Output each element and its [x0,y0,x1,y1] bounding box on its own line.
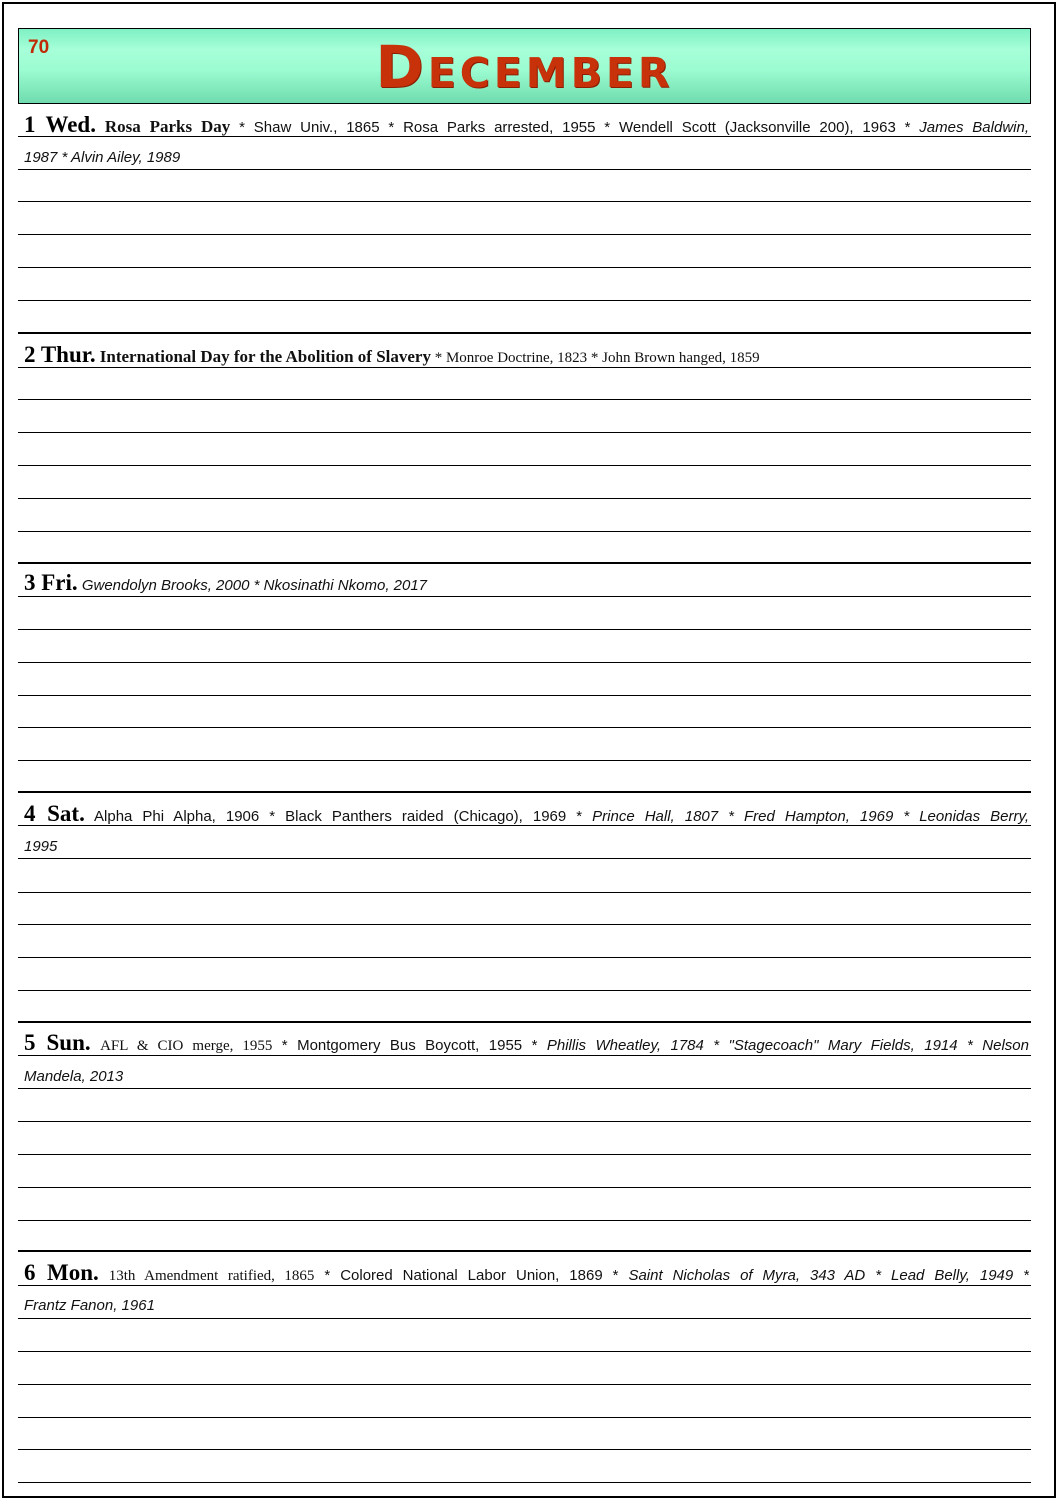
page-number: 70 [28,37,50,58]
entry-line-1 [24,1260,1029,1286]
writing-line [18,957,1031,958]
entry-line-2: 1987 * Alvin Ailey, 1989 [24,149,181,166]
writing-line [18,1285,1031,1286]
writing-line [18,1482,1031,1483]
writing-line [18,825,1031,826]
entry-line-1 [24,1030,1029,1056]
events-serif: AFL & CIO merge, 1955 [100,1038,273,1054]
entry-line-2: 1995 [24,838,58,855]
writing-line [18,662,1031,663]
writing-line [18,169,1031,170]
observance: International Day for the Abolition of Slavery [99,347,431,366]
events: * Shaw Univ., 1865 * Rosa Parks arrested, 1955 * Wendell Scott (Jacksonville 200), 1963 * [230,119,920,136]
month-header [18,28,1031,104]
writing-line [18,1055,1031,1056]
writing-line [18,201,1031,202]
entry-line-1 [24,112,1029,138]
day-label: 6 Mon. [24,1260,99,1285]
writing-line [18,858,1031,859]
writing-line [18,432,1031,433]
day-label: 5 Sun. [24,1030,91,1055]
day-entry-1 [18,104,1031,334]
day-label: 2 Thur. [24,342,96,367]
writing-line [18,399,1031,400]
writing-line [18,892,1031,893]
entry-line-2: Mandela, 2013 [24,1068,124,1085]
writing-line [18,267,1031,268]
events-italic: Saint Nicholas of Myra, 343 AD * Lead Belly, 1949 * [628,1267,1029,1284]
events-italic: Prince Hall, 1807 * Fred Hampton, 1969 * Leonidas Berry, [592,808,1029,825]
writing-line [18,695,1031,696]
writing-line [18,990,1031,991]
day-entry-2 [18,332,1031,564]
writing-line [18,629,1031,630]
writing-line [18,760,1031,761]
entry-line-1 [24,570,1029,596]
entry-line-1 [24,342,1029,368]
day-entry-4 [18,791,1031,1023]
writing-line [18,1384,1031,1385]
writing-line [18,1351,1031,1352]
entry-line-2: Frantz Fanon, 1961 [24,1297,155,1314]
events-italic: James Baldwin, [919,119,1029,136]
day-label: 1 Wed. [24,112,96,137]
writing-line [18,727,1031,728]
writing-line [18,367,1031,368]
events-serif: 13th Amendment ratified, 1865 [108,1268,315,1284]
events: Alpha Phi Alpha, 1906 * Black Panthers raided (Chicago), 1969 * [94,808,593,825]
writing-line [18,1449,1031,1450]
writing-line [18,234,1031,235]
day-label: 4 Sat. [24,801,85,826]
events-italic: Gwendolyn Brooks, 2000 * Nkosinathi Nkomo, 2017 [81,577,428,594]
writing-line [18,1318,1031,1319]
events: * Monroe Doctrine, 1823 * John Brown hanged, 1859 [430,350,760,366]
entry-line-1 [24,801,1029,827]
events: * Montgomery Bus Boycott, 1955 * [272,1037,547,1054]
writing-line [18,300,1031,301]
day-entry-5 [18,1021,1031,1253]
events: * Colored National Labor Union, 1869 * [314,1267,629,1284]
writing-line [18,531,1031,532]
month-title: December [375,33,674,101]
writing-line [18,465,1031,466]
writing-line [18,596,1031,597]
writing-line [18,1088,1031,1089]
writing-line [18,498,1031,499]
writing-line [18,1121,1031,1122]
writing-line [18,924,1031,925]
writing-line [18,1220,1031,1221]
writing-line [18,136,1031,137]
events-italic: Phillis Wheatley, 1784 * "Stagecoach" Mary Fields, 1914 * Nelson [546,1037,1029,1054]
day-label: 3 Fri. [24,570,78,595]
writing-line [18,1417,1031,1418]
writing-line [18,1187,1031,1188]
observance: Rosa Parks Day [104,117,231,136]
writing-line [18,1154,1031,1155]
day-entry-3 [18,562,1031,794]
day-entry-6 [18,1250,1031,1488]
